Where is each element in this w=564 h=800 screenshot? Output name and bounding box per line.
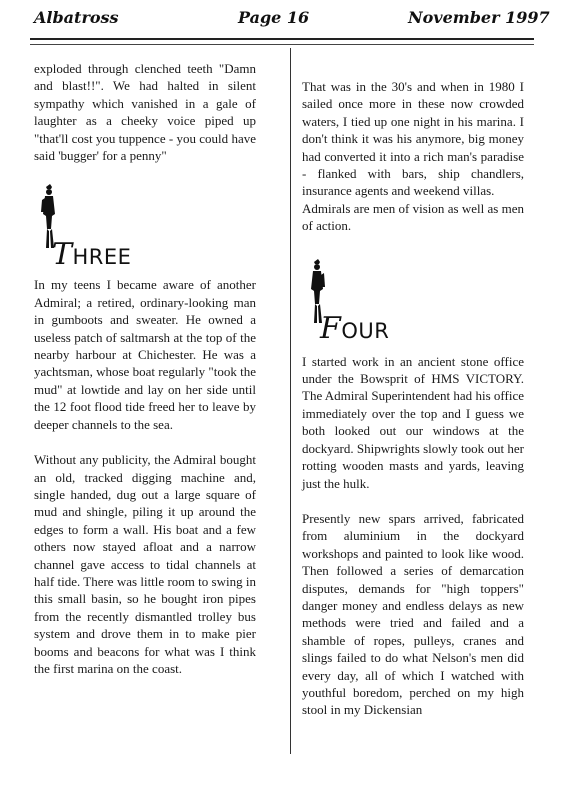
paragraph: I started work in an ancient stone office under the Bowsprit of HMS VICTORY. The Admiral Superintendent had his office immediately over the top and I guess we both looked out our windows at the dockyard. Shipwrights slowly took out her rotting wooden masts and yards, leaving just the hulk. bbox=[302, 353, 524, 491]
chapter-initial: T bbox=[52, 237, 73, 273]
issue-date: November 1997 bbox=[408, 8, 550, 27]
header-rule-thick bbox=[30, 38, 534, 40]
chapter-initial: F bbox=[320, 311, 342, 347]
chapter-heading-four bbox=[302, 259, 524, 351]
chapter-title bbox=[320, 311, 390, 347]
header-rule-thin bbox=[30, 44, 534, 45]
publication-title: Albatross bbox=[34, 8, 119, 27]
paragraph: In my teens I became aware of another Admiral; a retired, ordinary-looking man in gumboots and sweater. He owned a useless patch of saltmarsh at the top of the nearby harbour at Chichester. He was a yachtsman, whose boat regularly "took the mud" at lowtide and lay on her side until the 12 foot flood tide freed her to leave by deeper channels to the sea. bbox=[34, 277, 256, 432]
paragraph: Presently new spars arrived, fabricated from aluminium in the dockyard workshops and painted to look like wood. Then followed a series of demarcation disputes, demands for "high toppers" danger money and endless delays as new methods were tried and failed and a shamble of ropes, pulleys, cranes and slings failed to do what Nelson's men did every day, all of which I watched with youthful boredom, perched on my high stool in my Dickensian bbox=[302, 510, 524, 718]
paragraph: That was in the 30's and when in 1980 I sailed once more in these now crowded waters, I tied up one night in his marina. I don't think it was his anymore, big money had converted it into a rich man's paradise - flanked with bars, ship chandlers, insurance agents and weekend villas. bbox=[302, 79, 524, 199]
left-column bbox=[34, 60, 256, 677]
paragraph: Admirals are men of vision as well as men of action. bbox=[302, 200, 524, 234]
chapter-title-rest: HREE bbox=[72, 245, 132, 270]
page-number: Page 16 bbox=[238, 8, 310, 27]
continued-paragraph: exploded through clenched teeth "Damn and blast!!". We had halted in silent sympathy which vanished in a gale of laughter as a cheeky voice piped up "that'll cost you tuppence - you could have said 'bugger' for a penny" bbox=[34, 61, 256, 164]
chapter-title-rest: OUR bbox=[341, 319, 390, 344]
page-header bbox=[0, 0, 564, 46]
right-column bbox=[302, 78, 524, 719]
column-divider bbox=[290, 48, 291, 754]
paragraph: Without any publicity, the Admiral bought an old, tracked digging machine and, single handed, dug out a large square of mud and shingle, piling it up around the edges to form a wall. His boat and a few others now stayed afloat and a narrow channel gave access to tidal channels at half tide. There was little room to swing in this small basin, so he bought iron pipes from the recently dismantled trolley bus system and drove them in to make pier booms and beacons for what was I think the first marina on the coast. bbox=[34, 452, 256, 676]
chapter-heading-three bbox=[34, 184, 256, 276]
chapter-title bbox=[52, 237, 132, 273]
